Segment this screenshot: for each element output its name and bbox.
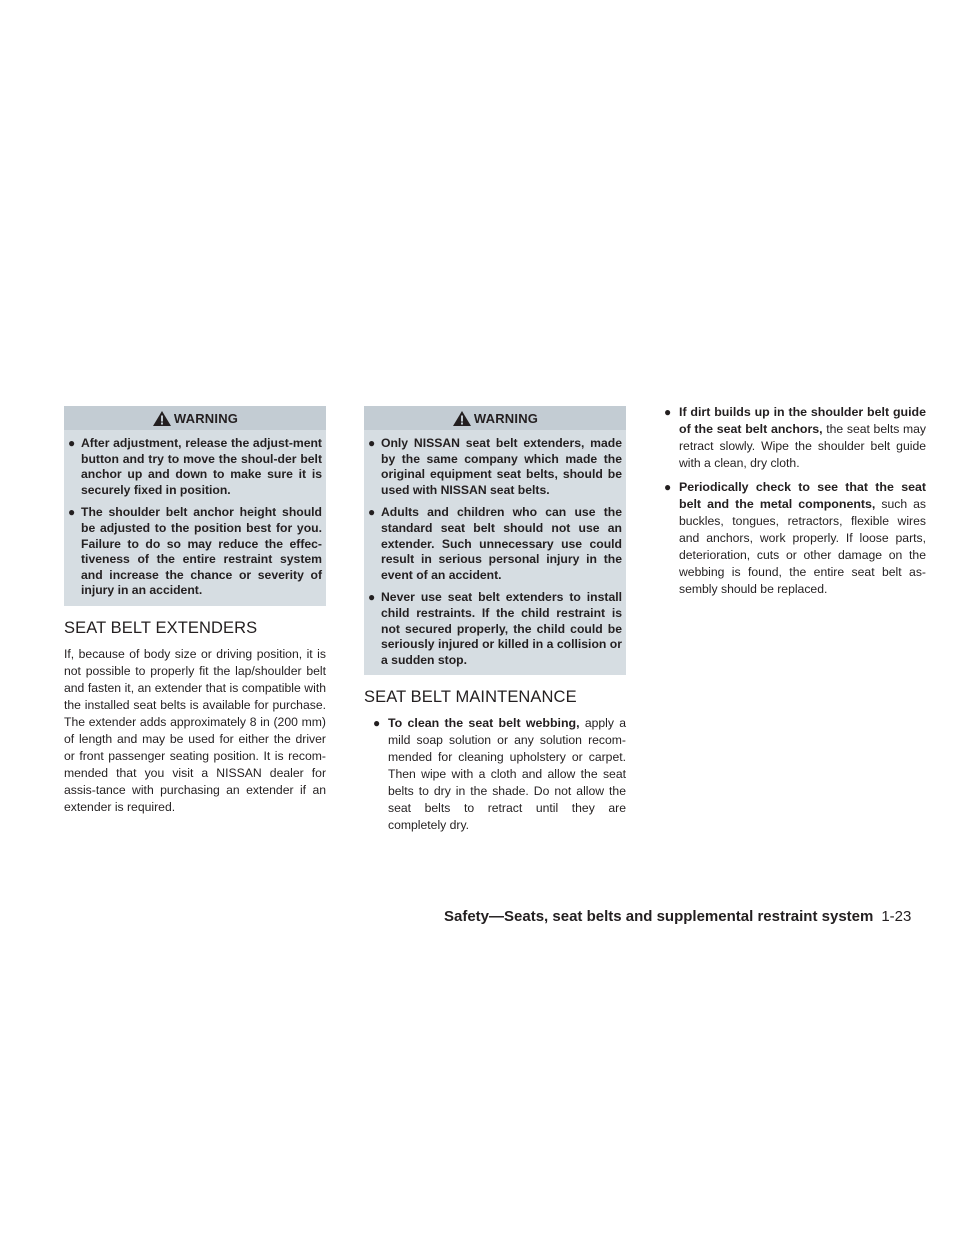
- maintenance-item-lead: To clean the seat belt webbing,: [388, 716, 580, 731]
- page-number: 1-23: [881, 908, 912, 925]
- warning-item: [368, 505, 622, 583]
- column-right: [664, 404, 926, 605]
- maintenance-item: [664, 404, 926, 472]
- extenders-paragraph: If, because of body size or driving position, it is not possible to properly fit the lap/shoulder belt and fasten it, an extender that is compatible with the installed seat belts is available for purchase. The extender adds approximately 8 in (200 mm) of length and may be used for either the driver or front passenger seating position. It is recom-mended that you visit a NISSAN dealer for assis-tance with purchasing an extender if an extender is required.: [64, 646, 326, 814]
- warning-triangle-icon: [152, 410, 172, 427]
- maintenance-item-body: the seat belts may retract slowly. Wipe the shoulder belt guide with a clean, dry cloth.: [679, 422, 926, 470]
- maintenance-item-lead: If dirt builds up in the shoulder belt guide of the seat belt anchors,: [679, 405, 926, 436]
- bullet-icon: ●: [368, 590, 376, 605]
- maintenance-item-body: such as buckles, tongues, retractors, flexible wires and anchors, work properly. If loose parts, deterioration, cuts or other damage on the webbing is found, the entire seat belt as-sembly should be replaced.: [679, 497, 927, 596]
- bullet-icon: ●: [368, 436, 376, 450]
- maintenance-item: [664, 479, 926, 598]
- warning-list: [364, 430, 626, 668]
- column-middle: [364, 406, 626, 841]
- warning-item: [68, 505, 322, 599]
- bullet-icon: ●: [664, 480, 672, 494]
- warning-list: [64, 430, 326, 599]
- maintenance-item-text: [679, 479, 926, 598]
- maintenance-list: [364, 715, 626, 834]
- warning-triangle-icon: [452, 410, 472, 427]
- warning-header: [64, 406, 326, 430]
- column-left: [64, 406, 326, 816]
- bullet-icon: ●: [368, 505, 376, 520]
- maintenance-item-body: apply a mild soap solution or any solution recom-mended for cleaning upholstery or carpet. Then wipe with a cloth and allow the seat belts to dry in the shade. Do not allow the seat belts to retract until they are completely dry.: [388, 716, 627, 833]
- maintenance-item-text: [388, 715, 626, 834]
- warning-item-text: Never use seat belt extenders to install child restraints. If the child restraint is not secured properly, the child could be seriously injured or killed in a collision or a sudden stop.: [381, 590, 622, 667]
- warning-item: [368, 590, 622, 668]
- warning-label: WARNING: [173, 410, 239, 426]
- maintenance-item-text: [679, 404, 926, 472]
- warning-label: WARNING: [473, 410, 539, 426]
- warning-item-text: After adjustment, release the adjust-ment button and try to move the shoul-der belt anchor up and down to make sure it is securely fixed in position.: [81, 436, 322, 497]
- warning-item: [68, 436, 322, 498]
- warning-header: [364, 406, 626, 430]
- warning-item-text: Only NISSAN seat belt extenders, made by the same company which made the original equipment seat belts, should be used with NISSAN seat belts.: [381, 436, 622, 497]
- warning-item: [368, 436, 622, 498]
- bullet-icon: ●: [664, 405, 672, 419]
- bullet-icon: ●: [68, 505, 76, 520]
- chapter-title: Safety—Seats, seat belts and supplemental restraint system: [444, 908, 874, 925]
- bullet-icon: ●: [373, 716, 381, 731]
- page-footer: [444, 908, 912, 925]
- warning-box-extenders: [364, 406, 626, 675]
- warning-item-text: Adults and children who can use the standard seat belt should not use an extender. Such unnecessary use could result in serious personal injury in the event of an accident.: [381, 505, 622, 582]
- warning-box-anchor: [64, 406, 326, 606]
- warning-item-text: The shoulder belt anchor height should be adjusted to the position best for you. Failure to do so may reduce the effec-tiveness of the entire restraint system and increase the chance or severity of injury in an accident.: [81, 505, 322, 598]
- section-title-maintenance: SEAT BELT MAINTENANCE: [364, 688, 577, 707]
- bullet-icon: ●: [68, 436, 76, 450]
- maintenance-item-lead: Periodically check to see that the seat belt and the metal components,: [679, 480, 926, 511]
- maintenance-item: [373, 715, 626, 834]
- section-title-extenders: SEAT BELT EXTENDERS: [64, 618, 258, 637]
